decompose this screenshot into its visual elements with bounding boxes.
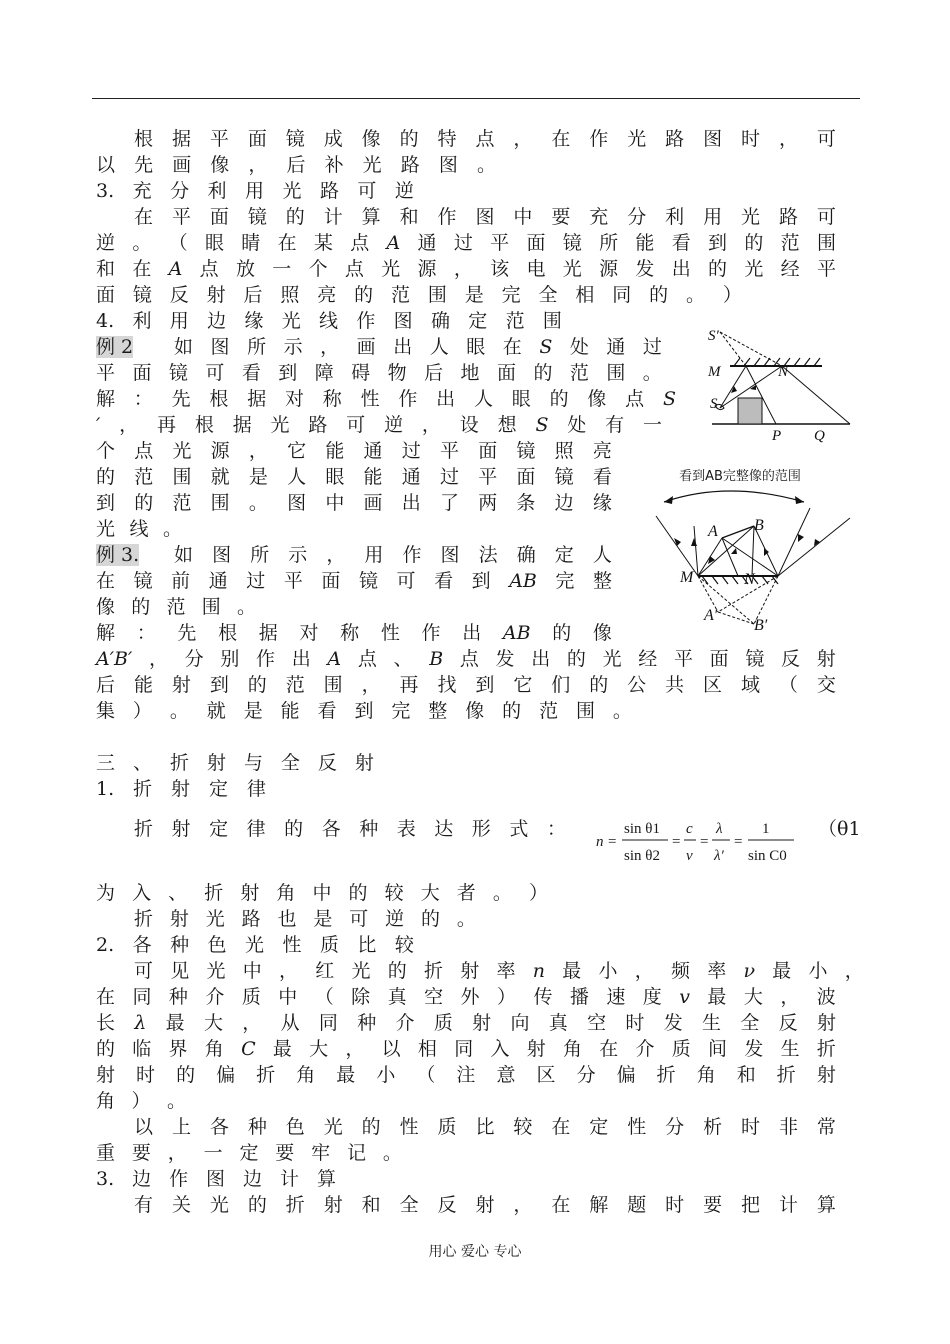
page-footer: 用心 爱心 专心 — [428, 1244, 522, 1260]
text-line: 有 关 光 的 折 射 和 全 反 射 ， 在 解 题 时 要 把 计 算 — [134, 1194, 836, 1216]
text-line: 到 的 范 围 。 图 中 画 出 了 两 条 边 缘 — [96, 492, 612, 514]
text-line: （ θ1 — [818, 818, 861, 840]
refraction-formula — [592, 814, 802, 868]
text-line: 4. 利 用 边 缘 光 线 作 图 确 定 范 围 — [96, 310, 562, 332]
text-line: 折 射 定 律 的 各 种 表 达 形 式 ： — [134, 818, 566, 840]
text-line: 为 入 、 折 射 角 中 的 较 大 者 。 ） — [96, 882, 548, 904]
formula-lambda: λ — [716, 821, 723, 837]
svg-text:=: = — [734, 834, 743, 850]
formula-one: 1 — [762, 821, 770, 837]
text-line: 三 、 折 射 与 全 反 射 — [96, 752, 374, 774]
text-line: 逆 。 （ 眼 睛 在 某 点 A 通 过 平 面 镜 所 能 看 到 的 范 围 — [96, 232, 836, 254]
text-line: 如 图 所 示 ， 画 出 人 眼 在 S 处 通 过 — [174, 336, 662, 358]
svg-text:=: = — [608, 834, 617, 850]
label-n2: N — [744, 571, 755, 588]
text-line: 1. 折 射 定 律 — [96, 778, 266, 800]
text-line: 以 上 各 种 色 光 的 性 质 比 较 在 定 性 分 析 时 非 常 — [134, 1116, 836, 1138]
figure-mirror-obstacle — [700, 322, 860, 446]
text-line: 光 线 。 — [96, 518, 182, 540]
formula-lambda-prime: λ′ — [714, 848, 724, 864]
text-line: 长 λ 最 大 ， 从 同 种 介 质 射 向 真 空 时 发 生 全 反 射 — [96, 1012, 836, 1034]
label-q: Q — [814, 428, 825, 444]
text-line: 解 ： 先 根 据 对 称 性 作 出 AB 的 像 — [96, 622, 612, 644]
text-line: 射 时 的 偏 折 角 最 小 （ 注 意 区 分 偏 折 角 和 折 射 — [96, 1064, 836, 1086]
label-p: P — [772, 428, 782, 444]
label-a: A — [708, 523, 718, 540]
label-m: M — [708, 364, 721, 380]
text-line: 根 据 平 面 镜 成 像 的 特 点 ， 在 作 光 路 图 时 ， 可 — [134, 128, 836, 150]
label-s: S — [710, 396, 718, 412]
formula-sinC: sin C0 — [748, 848, 787, 864]
example-2-label: 例 2 — [96, 336, 134, 358]
svg-text:=: = — [700, 834, 709, 850]
text-line: ′ ， 再 根 据 光 路 可 逆 ， 设 想 S 处 有 一 — [96, 414, 662, 436]
figure-2-caption: 看到AB完整像的范围 — [679, 469, 801, 484]
formula-sin2: sin θ2 — [624, 848, 660, 864]
text-line: 在 同 种 介 质 中 （ 除 真 空 外 ） 传 播 速 度 v 最 大 ， 波 — [96, 986, 836, 1008]
text-line: 角 ） 。 — [96, 1090, 186, 1112]
formula-n: n — [596, 834, 604, 850]
text-line: 3. 边 作 图 边 计 算 — [96, 1168, 336, 1190]
header-rule — [92, 98, 860, 99]
text-line: A′B′ ， 分 别 作 出 A 点 、 B 点 发 出 的 光 经 平 面 镜 反 射 — [96, 648, 836, 670]
label-s-prime: S′ — [708, 328, 719, 344]
formula-c: c — [686, 821, 693, 837]
label-n: N — [778, 364, 789, 380]
formula-sin1: sin θ1 — [624, 821, 660, 837]
text-line: 2. 各 种 色 光 性 质 比 较 — [96, 934, 414, 956]
text-line: 集 ） 。 就 是 能 看 到 完 整 像 的 范 围 。 — [96, 700, 632, 722]
text-line: 的 范 围 就 是 人 眼 能 通 过 平 面 镜 看 — [96, 466, 612, 488]
text-line: 以 先 画 像 ， 后 补 光 路 图 。 — [96, 154, 496, 176]
text-line: 可 见 光 中 ， 红 光 的 折 射 率 n 最 小 ， 频 率 ν 最 小 ， — [134, 960, 864, 982]
text-line: 在 镜 前 通 过 平 面 镜 可 看 到 AB 完 整 — [96, 570, 612, 592]
svg-text:=: = — [672, 834, 681, 850]
text-line: 如 图 所 示 ， 用 作 图 法 确 定 人 — [174, 544, 612, 566]
label-a-prime: A′ — [704, 607, 718, 624]
text-line: 折 射 光 路 也 是 可 逆 的 。 — [134, 908, 476, 930]
formula-v: v — [686, 848, 693, 864]
text-line: 平 面 镜 可 看 到 障 碍 物 后 地 面 的 范 围 。 — [96, 362, 662, 384]
label-m2: M — [680, 569, 694, 586]
text-line: 面 镜 反 射 后 照 亮 的 范 围 是 完 全 相 同 的 。 ） — [96, 284, 742, 306]
text-line: 后 能 射 到 的 范 围 ， 再 找 到 它 们 的 公 共 区 域 （ 交 — [96, 674, 836, 696]
text-line: 个 点 光 源 ， 它 能 通 过 平 面 镜 照 亮 — [96, 440, 612, 462]
label-b: B — [754, 517, 764, 534]
figure-ab-image-range — [636, 486, 856, 636]
label-b-prime: B′ — [754, 617, 768, 634]
text-line: 和 在 A 点 放 一 个 点 光 源 ， 该 电 光 源 发 出 的 光 经 平 — [96, 258, 836, 280]
text-line: 3. 充 分 利 用 光 路 可 逆 — [96, 180, 414, 202]
example-3-label: 例 3. — [96, 544, 140, 566]
text-line: 像 的 范 围 。 — [96, 596, 256, 618]
text-line: 在 平 面 镜 的 计 算 和 作 图 中 要 充 分 利 用 光 路 可 — [134, 206, 836, 228]
text-line: 的 临 界 角 C 最 大 ， 以 相 同 入 射 角 在 介 质 间 发 生 折 — [96, 1038, 836, 1060]
text-line: 重 要 ， 一 定 要 牢 记 。 — [96, 1142, 402, 1164]
text-line: 解 ： 先 根 据 对 称 性 作 出 人 眼 的 像 点 S — [96, 388, 676, 410]
